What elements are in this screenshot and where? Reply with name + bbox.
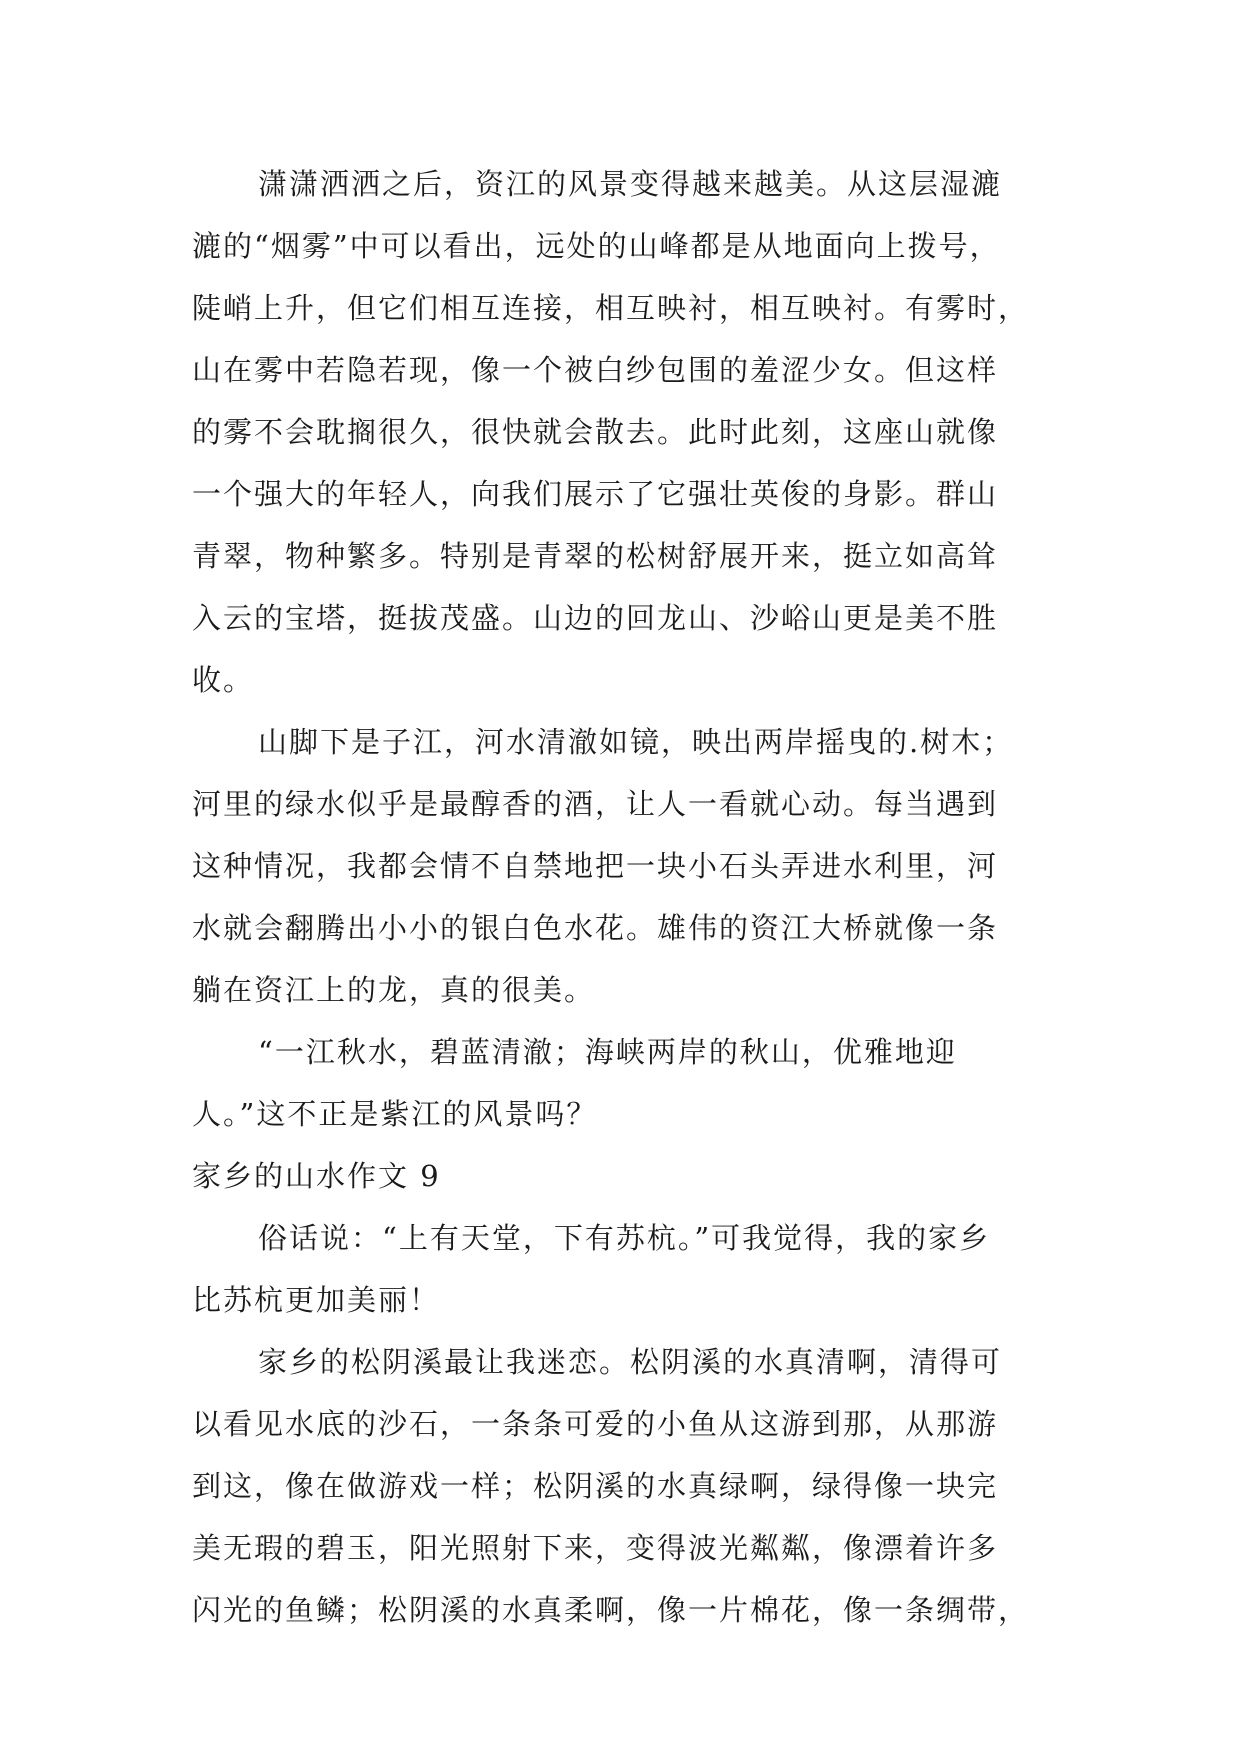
text-line: 漉的“烟雾”中可以看出，远处的山峰都是从地面向上拨号，: [192, 229, 1001, 263]
document-page: [192, 153, 1052, 1641]
text-line: 陡峭上升，但它们相互连接，相互映衬，相互映衬。有雾时，: [192, 291, 1030, 325]
text-line: 山脚下是子江，河水清澈如镜，映出两岸摇曳的.树木；: [258, 725, 1014, 759]
text-line: 的雾不会耽搁很久，很快就会散去。此时此刻，这座山就像: [192, 415, 999, 449]
paragraph: [192, 1331, 1052, 1641]
text-line: 以看见水底的沙石，一条条可爱的小鱼从这游到那，从那游: [192, 1407, 999, 1441]
text-line: 家乡的松阴溪最让我迷恋。松阴溪的水真清啊，清得可: [258, 1345, 1003, 1379]
text-line: 闪光的鱼鳞；松阴溪的水真柔啊，像一片棉花，像一条绸带，: [192, 1593, 1030, 1627]
text-line: “一江秋水，碧蓝清澈；海峡两岸的秋山，优雅地迎: [258, 1035, 957, 1069]
text-line: 躺在资江上的龙，真的很美。: [192, 973, 596, 1007]
text-line: 这种情况，我都会情不自禁地把一块小石头弄进水利里，河: [192, 849, 999, 883]
paragraph: [192, 1207, 1052, 1331]
paragraph: [192, 1021, 1052, 1145]
text-line: 入云的宝塔，挺拔茂盛。山边的回龙山、沙峪山更是美不胜: [192, 601, 999, 635]
text-line: 俗话说：“上有天堂，下有苏杭。”可我觉得，我的家乡: [258, 1221, 991, 1255]
text-line: 河里的绿水似乎是最醇香的酒，让人一看就心动。每当遇到: [192, 787, 999, 821]
text-line: 人。”这不正是紫江的风景吗？: [192, 1097, 598, 1131]
text-line: 到这，像在做游戏一样；松阴溪的水真绿啊，绿得像一块完: [192, 1469, 999, 1503]
text-line: 收。: [192, 663, 255, 697]
text-line: 水就会翻腾出小小的银白色水花。雄伟的资江大桥就像一条: [192, 911, 999, 945]
text-line: 山在雾中若隐若现，像一个被白纱包围的羞涩少女。但这样: [192, 353, 999, 387]
text-line: 比苏杭更加美丽！: [192, 1283, 441, 1317]
text-line: 青翠，物种繁多。特别是青翠的松树舒展开来，挺立如高耸: [192, 539, 999, 573]
text-line: 潇潇洒洒之后，资江的风景变得越来越美。从这层湿漉: [258, 167, 1003, 201]
text-line: 美无瑕的碧玉，阳光照射下来，变得波光粼粼，像漂着许多: [192, 1531, 999, 1565]
text-line: 一个强大的年轻人，向我们展示了它强壮英俊的身影。群山: [192, 477, 999, 511]
paragraph: [192, 711, 1052, 1021]
section-heading: 家乡的山水作文 9: [192, 1159, 441, 1193]
paragraph: [192, 153, 1052, 711]
